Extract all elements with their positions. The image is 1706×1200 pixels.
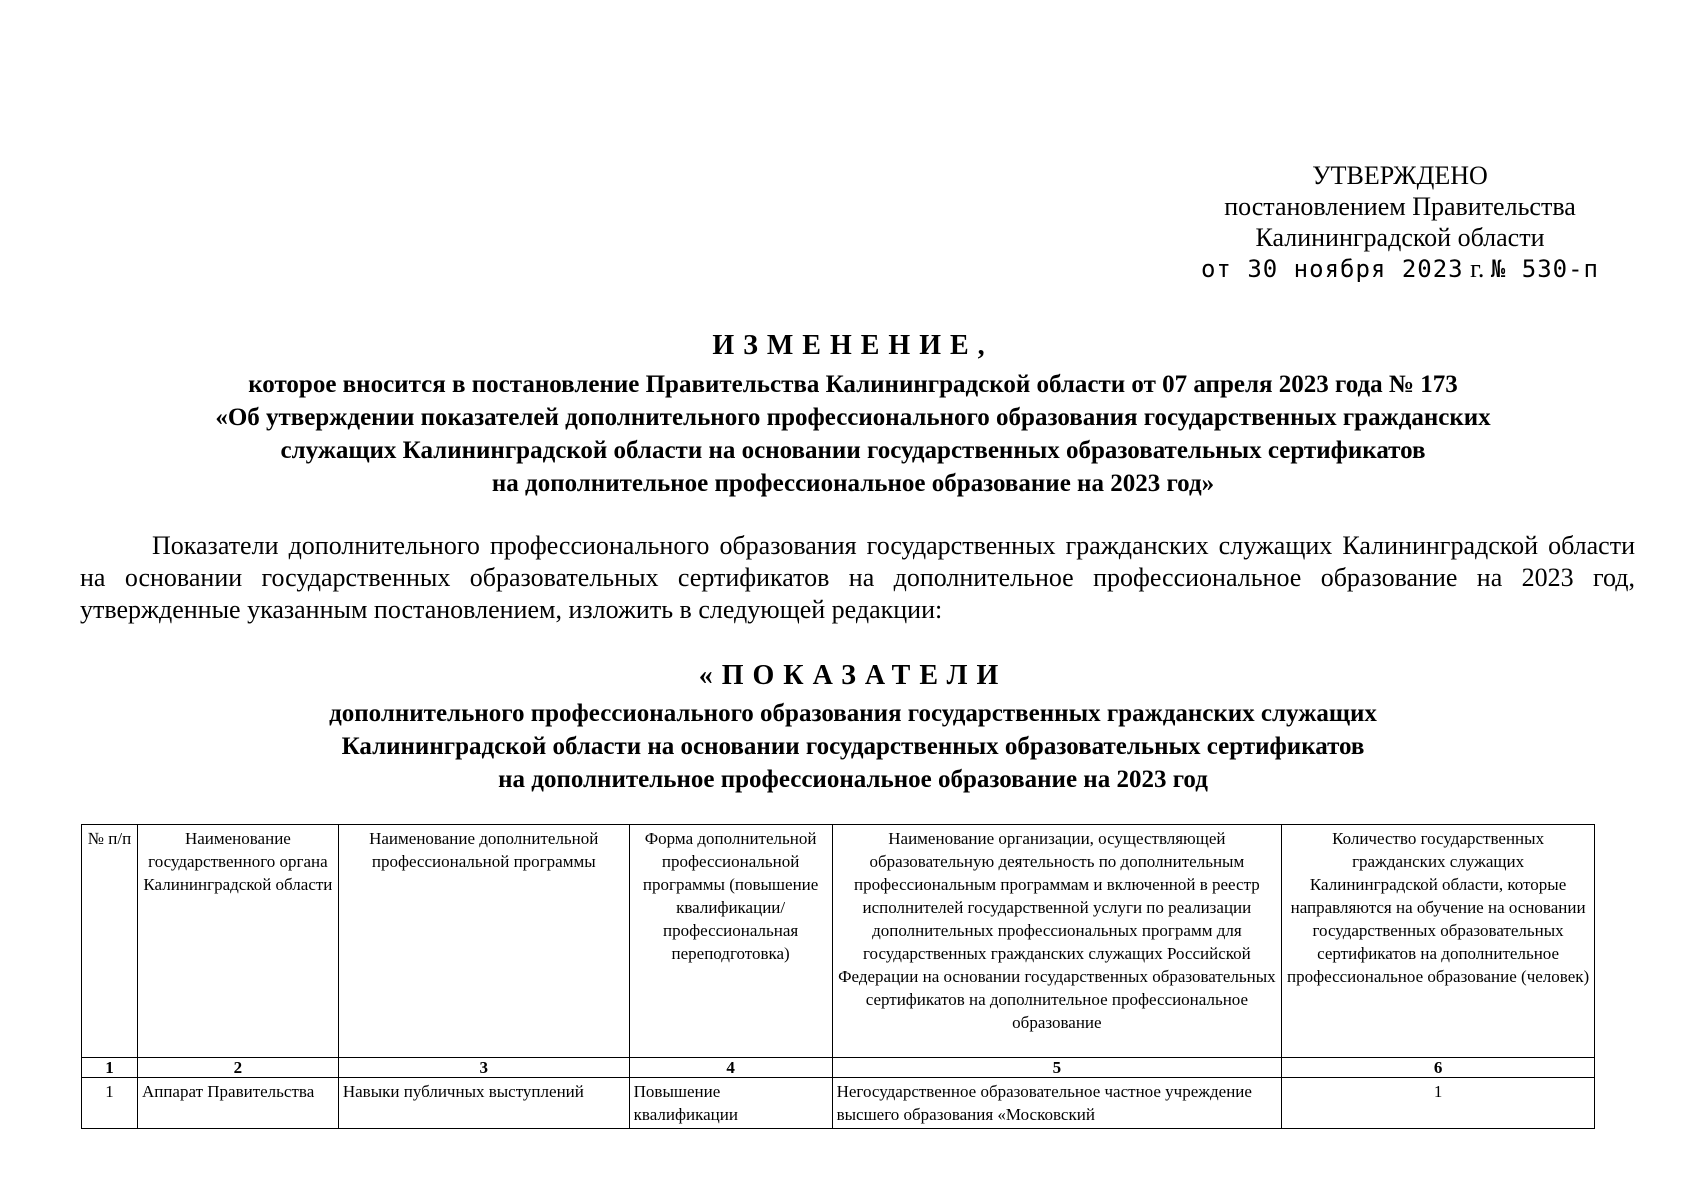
indicators-title: «ПОКАЗАТЕЛИ [698,660,1008,691]
approval-line-region: Калининградской области [1255,223,1545,252]
table-column-numbers-row [82,1058,1595,1078]
column-number-cell: 2 [137,1058,338,1078]
row-count: 1 [1282,1078,1595,1129]
row-number: 1 [82,1078,138,1129]
indicators-subtitle-line: дополнительного профессионального образования государственных гражданских служащих [329,700,1377,727]
header-cell-count: Количество государственных гражданских служащих Калининградской области, которые направляются на обучение на основании государственных образовательных сертификатов на дополнительное профессиональное образование (человек) [1282,825,1595,1058]
change-subtitle [0,368,1706,500]
header-cell-organ: Наименование государственного органа Калининградской области [137,825,338,1058]
change-title: ИЗМЕНЕНИЕ, [712,330,994,361]
header-cell-form: Форма дополнительной профессиональной программы (повышение квалификации/ профессиональная переподготовка) [629,825,832,1058]
indicators-subtitle [0,697,1706,796]
header-cell-program: Наименование дополнительной профессиональной программы [338,825,629,1058]
column-number-cell: 3 [338,1058,629,1078]
change-subtitle-line: «Об утверждении показателей дополнительного профессионального образования государственных гражданских [215,404,1491,431]
row-organization: Негосударственное образовательное частное учреждение высшего образования «Московский [832,1078,1282,1129]
body-paragraph: Показатели дополнительного профессионального образования государственных гражданских служащих Калининградской области на основании государственных образовательных сертификатов на дополнительное профессиональное образование на 2023 год, утвержденные указанным постановлением, изложить в следующей редакции: [80,531,1635,624]
change-subtitle-line: которое вносится в постановление Правительства Калининградской области от 07 апреля 2023 года № 173 [248,371,1458,398]
row-organ: Аппарат Правительства [137,1078,338,1129]
approval-date-number [1160,253,1640,285]
change-subtitle-line: на дополнительное профессиональное образование на 2023 год» [491,470,1215,497]
column-number-cell: 6 [1282,1058,1595,1078]
table-header-row [82,825,1595,1058]
indicators-subtitle-line: на дополнительное профессиональное образование на 2023 год [498,766,1208,793]
indicators-table [81,824,1595,1129]
table-row [82,1078,1595,1129]
approval-line-resolution: постановлением Правительства [1224,192,1576,221]
header-cell-organization: Наименование организации, осуществляющей образовательную деятельность по дополнительным профессиональным программам и включенной в реестр исполнителей государственной услуги по реализации дополнительных профессиональных программ для государственных гражданских служащих Российской Федерации на основании государственных образовательных сертификатов на дополнительное профессиональное образование [832,825,1282,1058]
header-cell-number: № п/п [82,825,138,1058]
change-subtitle-line: служащих Калининградской области на основании государственных образовательных сертификатов [280,437,1426,464]
approval-year-suffix: г. [1463,254,1491,283]
approval-stamp [1160,160,1640,285]
column-number-cell: 4 [629,1058,832,1078]
indicators-subtitle-line: Калининградской области на основании государственных образовательных сертификатов [341,733,1365,760]
row-form: Повышение квалификации [629,1078,832,1129]
column-number-cell: 5 [832,1058,1282,1078]
row-program: Навыки публичных выступлений [338,1078,629,1129]
approval-title: УТВЕРЖДЕНО [1312,161,1488,190]
approval-number: № 530-п [1490,255,1600,283]
column-number-cell: 1 [82,1058,138,1078]
approval-date: от 30 ноября 2023 [1200,255,1464,283]
